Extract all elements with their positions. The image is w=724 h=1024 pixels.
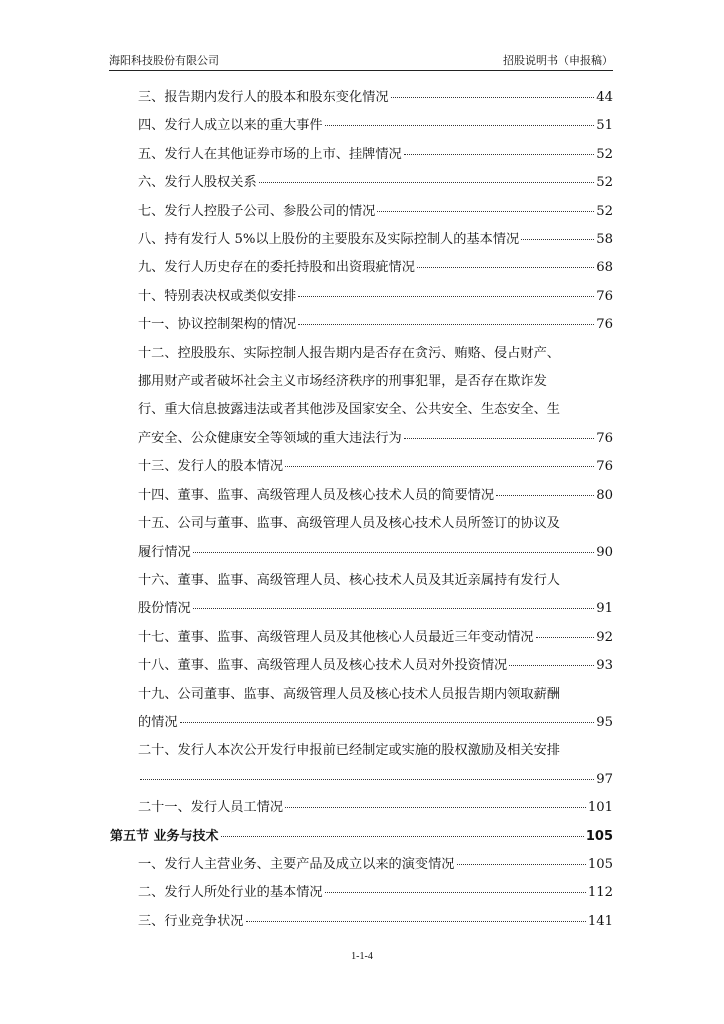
toc-page-number: 52 — [596, 203, 613, 219]
toc-entry[interactable] — [110, 169, 613, 197]
toc-entry-text: 五、发行人在其他证券市场的上市、挂牌情况 — [138, 146, 402, 162]
toc-entry-text: 十四、董事、监事、高级管理人员及核心技术人员的简要情况 — [138, 487, 495, 503]
toc-page-number: 105 — [585, 828, 613, 844]
toc-entry[interactable] — [110, 453, 613, 481]
toc-entry-text: 十一、协议控制架构的情况 — [138, 317, 297, 333]
dot-leader — [325, 892, 586, 893]
toc-entry-text: 六、发行人股权关系 — [138, 175, 257, 191]
toc-entry[interactable] — [110, 112, 613, 140]
toc-entry-line — [138, 198, 613, 226]
toc-page-number: 97 — [596, 771, 613, 787]
toc-page-number: 92 — [596, 629, 613, 645]
toc-page-number: 112 — [587, 885, 613, 901]
toc-page-number: 52 — [596, 146, 613, 162]
toc-entry-text: 十、特别表决权或类似安排 — [138, 288, 297, 304]
toc-entry[interactable] — [110, 567, 613, 624]
toc-entry[interactable] — [110, 84, 613, 112]
toc-entry[interactable] — [110, 198, 613, 226]
toc-page-number: 105 — [587, 856, 613, 872]
toc-entry[interactable] — [110, 283, 613, 311]
toc-entry-line — [138, 595, 613, 623]
toc-entry[interactable] — [110, 851, 613, 879]
toc-entry-line — [138, 283, 613, 311]
toc-entry-line — [138, 482, 613, 510]
toc-entry-text: 四、发行人成立以来的重大事件 — [138, 118, 323, 134]
toc-entry-text: 二十一、发行人员工情况 — [138, 800, 284, 816]
toc-entry-text: 十七、董事、监事、高级管理人员及其他核心人员最近三年变动情况 — [138, 629, 534, 645]
dot-leader — [496, 495, 594, 496]
toc-entry-text: 十八、董事、监事、高级管理人员及核心技术人员对外投资情况 — [138, 658, 508, 674]
dot-leader — [457, 864, 586, 865]
dot-leader — [521, 239, 594, 240]
toc-page-number: 52 — [596, 175, 613, 191]
dot-leader — [221, 836, 584, 837]
dot-leader — [404, 154, 594, 155]
toc-page-number: 58 — [596, 232, 613, 248]
toc-page-number: 101 — [587, 800, 613, 816]
toc-page-number: 68 — [596, 260, 613, 276]
dot-leader — [193, 608, 594, 609]
toc-entry-line — [138, 226, 613, 254]
dot-leader — [391, 97, 595, 98]
toc-page-number: 91 — [596, 601, 613, 617]
toc-entry-text: 十五、公司与董事、监事、高级管理人员及核心技术人员所签订的协议及 — [138, 516, 560, 532]
toc-entry-line — [138, 652, 613, 680]
toc-entry[interactable] — [110, 737, 613, 794]
toc-entry-line — [138, 766, 613, 794]
toc-page-number: 76 — [596, 317, 613, 333]
toc-entry[interactable] — [110, 311, 613, 339]
toc-entry[interactable] — [110, 681, 613, 738]
dot-leader — [417, 267, 594, 268]
dot-leader — [259, 182, 595, 183]
toc-entry-text: 十三、发行人的股本情况 — [138, 459, 284, 475]
toc-entry-line — [138, 169, 613, 197]
toc-page-number: 51 — [596, 118, 613, 134]
toc-page-number: 80 — [596, 487, 613, 503]
toc-entry-text: 十二、控股股东、实际控制人报告期内是否存在贪污、贿赂、侵占财产、 — [138, 345, 560, 361]
toc-entry[interactable] — [110, 794, 613, 822]
document-type: 招股说明书（申报稿） — [503, 54, 613, 67]
toc-entry-text: 挪用财产或者破坏社会主义市场经济秩序的刑事犯罪，是否存在欺诈发 — [138, 374, 547, 390]
toc-entry[interactable] — [110, 226, 613, 254]
toc-entry[interactable] — [110, 652, 613, 680]
dot-leader — [285, 807, 586, 808]
toc-page-number: 44 — [596, 90, 613, 105]
toc-entry-text: 履行情况 — [138, 544, 191, 560]
toc-entry-line — [110, 823, 613, 851]
toc-entry-text: 三、报告期内发行人的股本和股东变化情况 — [138, 90, 389, 105]
toc-entry[interactable] — [110, 624, 613, 652]
toc-entry-text: 第五节 业务与技术 — [110, 828, 219, 844]
company-name: 海阳科技股份有限公司 — [109, 54, 219, 67]
toc-page-number: 76 — [596, 430, 613, 446]
toc-entry[interactable] — [110, 254, 613, 282]
toc-page-number: 141 — [587, 913, 613, 929]
toc-entry-text: 七、发行人控股子公司、参股公司的情况 — [138, 203, 376, 219]
toc-entry-text: 行、重大信息披露违法或者其他涉及国家安全、公共安全、生态安全、生 — [138, 402, 560, 418]
toc-page-number: 76 — [596, 459, 613, 475]
toc-entry-text: 产安全、公众健康安全等领域的重大违法行为 — [138, 430, 402, 446]
toc-entry[interactable] — [110, 879, 613, 907]
dot-leader — [509, 665, 594, 666]
dot-leader — [285, 466, 594, 467]
dot-leader — [140, 779, 594, 780]
toc-page-number: 90 — [596, 544, 613, 560]
toc-page-number: 93 — [596, 658, 613, 674]
toc-entry-line — [138, 624, 613, 652]
toc-entry[interactable] — [110, 510, 613, 567]
toc-entry[interactable] — [110, 141, 613, 169]
toc-entry-text: 股份情况 — [138, 601, 191, 617]
dot-leader — [193, 552, 594, 553]
toc-entry-line — [138, 709, 613, 737]
dot-leader — [325, 125, 595, 126]
toc-entry-text: 三、行业竞争状况 — [138, 913, 244, 929]
dot-leader — [536, 637, 595, 638]
toc-page-number: 95 — [596, 714, 613, 730]
toc-entry-text: 八、持有发行人 5%以上股份的主要股东及实际控制人的基本情况 — [138, 232, 520, 248]
toc-entry-text: 一、发行人主营业务、主要产品及成立以来的演变情况 — [138, 856, 455, 872]
toc-entry-text: 的情况 — [138, 714, 178, 730]
dot-leader — [246, 921, 586, 922]
dot-leader — [180, 722, 595, 723]
toc-page-number: 76 — [596, 288, 613, 304]
toc-entry-text: 二、发行人所处行业的基本情况 — [138, 885, 323, 901]
toc-entry-line — [138, 453, 613, 481]
toc-entry-line — [138, 112, 613, 140]
toc-entry-line — [138, 794, 613, 822]
toc-entry[interactable] — [110, 908, 613, 936]
toc-entry-line — [138, 425, 613, 453]
toc-entry-line — [138, 311, 613, 339]
toc-entry-text: 十九、公司董事、监事、高级管理人员及核心技术人员报告期内领取薪酬 — [138, 686, 560, 702]
toc-entry-line — [138, 84, 613, 112]
toc-entry-text: 二十、发行人本次公开发行申报前已经制定或实施的股权激励及相关安排 — [138, 743, 560, 759]
toc-entry-text: 九、发行人历史存在的委托持股和出资瑕疵情况 — [138, 260, 415, 276]
toc-section-heading[interactable] — [110, 823, 613, 851]
table-of-contents — [110, 84, 613, 936]
dot-leader — [377, 211, 594, 212]
dot-leader — [298, 296, 594, 297]
dot-leader — [298, 324, 594, 325]
toc-entry-line — [138, 539, 613, 567]
toc-entry-line — [138, 851, 613, 879]
toc-entry[interactable] — [110, 340, 613, 454]
page-number: 1-1-4 — [351, 951, 373, 962]
page-header — [109, 52, 613, 71]
toc-entry-line — [138, 254, 613, 282]
toc-entry-line — [138, 908, 613, 936]
toc-entry[interactable] — [110, 482, 613, 510]
toc-entry-line — [138, 141, 613, 169]
toc-entry-text: 十六、董事、监事、高级管理人员、核心技术人员及其近亲属持有发行人 — [138, 572, 560, 588]
toc-entry-line — [138, 879, 613, 907]
dot-leader — [404, 438, 594, 439]
